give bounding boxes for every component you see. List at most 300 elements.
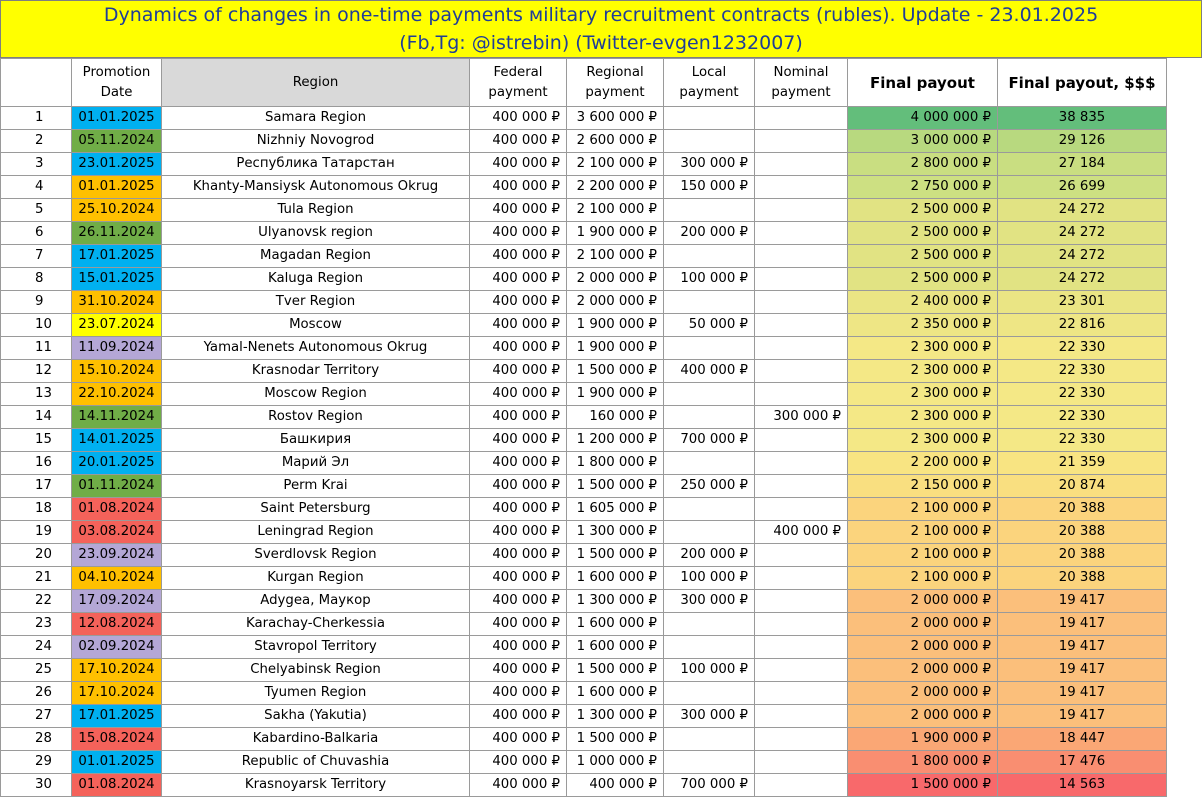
region-cell[interactable]: Республика Татарстан [162, 153, 470, 176]
nominal-payment-cell[interactable] [755, 429, 848, 452]
nominal-payment-cell[interactable]: 300 000 ₽ [755, 406, 848, 429]
final-payout-usd-cell[interactable]: 20 874 [998, 475, 1167, 498]
final-payout-cell[interactable]: 1 800 000 ₽ [848, 751, 998, 774]
nominal-payment-cell[interactable] [755, 107, 848, 130]
regional-payment-cell[interactable]: 1 300 000 ₽ [567, 521, 664, 544]
promotion-date-cell[interactable]: 03.08.2024 [72, 521, 162, 544]
final-payout-usd-cell[interactable]: 19 417 [998, 682, 1167, 705]
final-payout-cell[interactable]: 2 000 000 ₽ [848, 590, 998, 613]
final-payout-usd-cell[interactable]: 22 330 [998, 429, 1167, 452]
header-federal-payment[interactable]: Federal payment [470, 59, 567, 107]
local-payment-cell[interactable] [664, 130, 755, 153]
final-payout-usd-cell[interactable]: 24 272 [998, 199, 1167, 222]
local-payment-cell[interactable] [664, 337, 755, 360]
final-payout-usd-cell[interactable]: 21 359 [998, 452, 1167, 475]
regional-payment-cell[interactable]: 2 000 000 ₽ [567, 291, 664, 314]
promotion-date-cell[interactable]: 01.08.2024 [72, 498, 162, 521]
table-row [1, 429, 1167, 452]
local-payment-cell[interactable]: 300 000 ₽ [664, 590, 755, 613]
final-payout-cell[interactable]: 2 100 000 ₽ [848, 544, 998, 567]
promotion-date-cell[interactable]: 17.01.2025 [72, 245, 162, 268]
table-row [1, 153, 1167, 176]
header-row [1, 59, 1167, 107]
regional-payment-cell[interactable]: 1 900 000 ₽ [567, 314, 664, 337]
final-payout-usd-cell[interactable]: 22 330 [998, 406, 1167, 429]
local-payment-cell[interactable]: 100 000 ₽ [664, 659, 755, 682]
row-number-cell[interactable]: 1 [1, 107, 72, 130]
nominal-payment-cell[interactable] [755, 176, 848, 199]
final-payout-usd-cell[interactable]: 22 330 [998, 383, 1167, 406]
row-number-cell[interactable]: 5 [1, 199, 72, 222]
row-number-cell[interactable]: 6 [1, 222, 72, 245]
regional-payment-cell[interactable]: 2 200 000 ₽ [567, 176, 664, 199]
table-row [1, 383, 1167, 406]
row-number-cell[interactable]: 17 [1, 475, 72, 498]
local-payment-cell[interactable]: 250 000 ₽ [664, 475, 755, 498]
table-row [1, 337, 1167, 360]
header-final-payout[interactable]: Final payout [848, 59, 998, 107]
final-payout-cell[interactable]: 4 000 000 ₽ [848, 107, 998, 130]
promotion-date-cell[interactable]: 12.08.2024 [72, 613, 162, 636]
region-cell[interactable]: Yamal-Nenets Autonomous Okrug [162, 337, 470, 360]
table-body [1, 107, 1167, 797]
row-number-cell[interactable]: 11 [1, 337, 72, 360]
federal-payment-cell[interactable]: 400 000 ₽ [470, 429, 567, 452]
nominal-payment-cell[interactable] [755, 705, 848, 728]
regional-payment-cell[interactable]: 400 000 ₽ [567, 774, 664, 797]
nominal-payment-cell[interactable] [755, 636, 848, 659]
final-payout-cell[interactable]: 2 300 000 ₽ [848, 360, 998, 383]
federal-payment-cell[interactable]: 400 000 ₽ [470, 751, 567, 774]
row-number-cell[interactable]: 24 [1, 636, 72, 659]
final-payout-cell[interactable]: 2 300 000 ₽ [848, 429, 998, 452]
nominal-payment-cell[interactable] [755, 130, 848, 153]
row-number-cell[interactable]: 14 [1, 406, 72, 429]
nominal-payment-cell[interactable] [755, 544, 848, 567]
header-promotion-date[interactable]: Promotion Date [72, 59, 162, 107]
regional-payment-cell[interactable]: 2 100 000 ₽ [567, 199, 664, 222]
regional-payment-cell[interactable]: 1 605 000 ₽ [567, 498, 664, 521]
row-number-cell[interactable]: 27 [1, 705, 72, 728]
final-payout-cell[interactable]: 2 150 000 ₽ [848, 475, 998, 498]
region-cell[interactable]: Марий Эл [162, 452, 470, 475]
region-cell[interactable]: Karachay-Cherkessia [162, 613, 470, 636]
promotion-date-cell[interactable]: 17.10.2024 [72, 682, 162, 705]
regional-payment-cell[interactable]: 2 000 000 ₽ [567, 268, 664, 291]
federal-payment-cell[interactable]: 400 000 ₽ [470, 245, 567, 268]
promotion-date-cell[interactable]: 14.11.2024 [72, 406, 162, 429]
final-payout-cell[interactable]: 1 500 000 ₽ [848, 774, 998, 797]
federal-payment-cell[interactable]: 400 000 ₽ [470, 199, 567, 222]
region-cell[interactable]: Stavropol Territory [162, 636, 470, 659]
row-number-cell[interactable]: 26 [1, 682, 72, 705]
final-payout-cell[interactable]: 2 500 000 ₽ [848, 245, 998, 268]
row-number-cell[interactable]: 8 [1, 268, 72, 291]
row-number-cell[interactable]: 29 [1, 751, 72, 774]
row-number-cell[interactable]: 9 [1, 291, 72, 314]
federal-payment-cell[interactable]: 400 000 ₽ [470, 291, 567, 314]
local-payment-cell[interactable] [664, 751, 755, 774]
local-payment-cell[interactable]: 700 000 ₽ [664, 774, 755, 797]
header-nominal-payment[interactable]: Nominal payment [755, 59, 848, 107]
row-number-cell[interactable]: 30 [1, 774, 72, 797]
nominal-payment-cell[interactable] [755, 567, 848, 590]
promotion-date-cell[interactable]: 23.07.2024 [72, 314, 162, 337]
nominal-payment-cell[interactable] [755, 452, 848, 475]
local-payment-cell[interactable] [664, 245, 755, 268]
row-number-cell[interactable]: 18 [1, 498, 72, 521]
row-number-cell[interactable]: 7 [1, 245, 72, 268]
region-cell[interactable]: Chelyabinsk Region [162, 659, 470, 682]
regional-payment-cell[interactable]: 1 500 000 ₽ [567, 475, 664, 498]
table-row [1, 498, 1167, 521]
final-payout-cell[interactable]: 2 400 000 ₽ [848, 291, 998, 314]
regional-payment-cell[interactable]: 1 500 000 ₽ [567, 360, 664, 383]
header-final-payout-usd[interactable]: Final payout, $$$ [998, 59, 1167, 107]
region-cell[interactable]: Krasnoyarsk Territory [162, 774, 470, 797]
local-payment-cell[interactable] [664, 521, 755, 544]
promotion-date-cell[interactable]: 15.01.2025 [72, 268, 162, 291]
region-cell[interactable]: Tula Region [162, 199, 470, 222]
final-payout-cell[interactable]: 2 100 000 ₽ [848, 498, 998, 521]
region-cell[interactable]: Kurgan Region [162, 567, 470, 590]
final-payout-usd-cell[interactable]: 19 417 [998, 636, 1167, 659]
local-payment-cell[interactable] [664, 107, 755, 130]
header-region[interactable]: Region [162, 59, 470, 107]
promotion-date-cell[interactable]: 05.11.2024 [72, 130, 162, 153]
local-payment-cell[interactable]: 400 000 ₽ [664, 360, 755, 383]
local-payment-cell[interactable]: 700 000 ₽ [664, 429, 755, 452]
row-number-cell[interactable]: 15 [1, 429, 72, 452]
federal-payment-cell[interactable]: 400 000 ₽ [470, 613, 567, 636]
promotion-date-cell[interactable]: 26.11.2024 [72, 222, 162, 245]
federal-payment-cell[interactable]: 400 000 ₽ [470, 636, 567, 659]
local-payment-cell[interactable] [664, 406, 755, 429]
final-payout-usd-cell[interactable]: 22 816 [998, 314, 1167, 337]
region-cell[interactable]: Ulyanovsk region [162, 222, 470, 245]
payments-table [0, 58, 1167, 797]
regional-payment-cell[interactable]: 1 500 000 ₽ [567, 544, 664, 567]
nominal-payment-cell[interactable] [755, 475, 848, 498]
table-row [1, 222, 1167, 245]
regional-payment-cell[interactable]: 1 800 000 ₽ [567, 452, 664, 475]
region-cell[interactable]: Adygea, Маукор [162, 590, 470, 613]
regional-payment-cell[interactable]: 2 600 000 ₽ [567, 130, 664, 153]
final-payout-usd-cell[interactable]: 24 272 [998, 245, 1167, 268]
table-row [1, 475, 1167, 498]
promotion-date-cell[interactable]: 17.10.2024 [72, 659, 162, 682]
row-number-cell[interactable]: 4 [1, 176, 72, 199]
local-payment-cell[interactable] [664, 728, 755, 751]
local-payment-cell[interactable] [664, 199, 755, 222]
promotion-date-cell[interactable]: 17.09.2024 [72, 590, 162, 613]
regional-payment-cell[interactable]: 2 100 000 ₽ [567, 153, 664, 176]
row-number-cell[interactable]: 25 [1, 659, 72, 682]
final-payout-cell[interactable]: 2 000 000 ₽ [848, 682, 998, 705]
local-payment-cell[interactable]: 100 000 ₽ [664, 567, 755, 590]
federal-payment-cell[interactable]: 400 000 ₽ [470, 383, 567, 406]
row-number-cell[interactable]: 2 [1, 130, 72, 153]
promotion-date-cell[interactable]: 14.01.2025 [72, 429, 162, 452]
regional-payment-cell[interactable]: 1 500 000 ₽ [567, 728, 664, 751]
nominal-payment-cell[interactable] [755, 590, 848, 613]
final-payout-cell[interactable]: 2 000 000 ₽ [848, 613, 998, 636]
final-payout-cell[interactable]: 2 500 000 ₽ [848, 268, 998, 291]
local-payment-cell[interactable] [664, 636, 755, 659]
nominal-payment-cell[interactable] [755, 613, 848, 636]
local-payment-cell[interactable] [664, 498, 755, 521]
nominal-payment-cell[interactable] [755, 682, 848, 705]
final-payout-cell[interactable]: 2 000 000 ₽ [848, 659, 998, 682]
regional-payment-cell[interactable]: 1 300 000 ₽ [567, 590, 664, 613]
row-number-cell[interactable]: 16 [1, 452, 72, 475]
final-payout-cell[interactable]: 2 000 000 ₽ [848, 636, 998, 659]
federal-payment-cell[interactable]: 400 000 ₽ [470, 452, 567, 475]
region-cell[interactable]: Sakha (Yakutia) [162, 705, 470, 728]
regional-payment-cell[interactable]: 1 200 000 ₽ [567, 429, 664, 452]
sheet-title [0, 0, 1202, 58]
local-payment-cell[interactable]: 200 000 ₽ [664, 544, 755, 567]
regional-payment-cell[interactable]: 1 600 000 ₽ [567, 613, 664, 636]
federal-payment-cell[interactable]: 400 000 ₽ [470, 314, 567, 337]
row-number-cell[interactable]: 10 [1, 314, 72, 337]
federal-payment-cell[interactable]: 400 000 ₽ [470, 659, 567, 682]
regional-payment-cell[interactable]: 1 600 000 ₽ [567, 682, 664, 705]
row-number-cell[interactable]: 13 [1, 383, 72, 406]
local-payment-cell[interactable] [664, 291, 755, 314]
promotion-date-cell[interactable]: 01.08.2024 [72, 774, 162, 797]
nominal-payment-cell[interactable] [755, 774, 848, 797]
nominal-payment-cell[interactable] [755, 245, 848, 268]
promotion-date-cell[interactable]: 01.01.2025 [72, 176, 162, 199]
promotion-date-cell[interactable]: 17.01.2025 [72, 705, 162, 728]
nominal-payment-cell[interactable] [755, 360, 848, 383]
promotion-date-cell[interactable]: 23.01.2025 [72, 153, 162, 176]
region-cell[interactable]: Tver Region [162, 291, 470, 314]
row-number-cell[interactable]: 19 [1, 521, 72, 544]
federal-payment-cell[interactable]: 400 000 ₽ [470, 107, 567, 130]
nominal-payment-cell[interactable] [755, 314, 848, 337]
table-row [1, 452, 1167, 475]
federal-payment-cell[interactable]: 400 000 ₽ [470, 567, 567, 590]
region-cell[interactable]: Perm Krai [162, 475, 470, 498]
local-payment-cell[interactable]: 100 000 ₽ [664, 268, 755, 291]
final-payout-usd-cell[interactable]: 19 417 [998, 705, 1167, 728]
local-payment-cell[interactable]: 300 000 ₽ [664, 153, 755, 176]
table-row [1, 360, 1167, 383]
header-regional-payment[interactable]: Regional payment [567, 59, 664, 107]
region-cell[interactable]: Rostov Region [162, 406, 470, 429]
final-payout-usd-cell[interactable]: 20 388 [998, 498, 1167, 521]
final-payout-usd-cell[interactable]: 20 388 [998, 521, 1167, 544]
regional-payment-cell[interactable]: 1 900 000 ₽ [567, 383, 664, 406]
final-payout-usd-cell[interactable]: 24 272 [998, 268, 1167, 291]
promotion-date-cell[interactable]: 20.01.2025 [72, 452, 162, 475]
final-payout-usd-cell[interactable]: 14 563 [998, 774, 1167, 797]
nominal-payment-cell[interactable] [755, 728, 848, 751]
nominal-payment-cell[interactable] [755, 153, 848, 176]
final-payout-usd-cell[interactable]: 26 699 [998, 176, 1167, 199]
federal-payment-cell[interactable]: 400 000 ₽ [470, 337, 567, 360]
promotion-date-cell[interactable]: 02.09.2024 [72, 636, 162, 659]
promotion-date-cell[interactable]: 11.09.2024 [72, 337, 162, 360]
final-payout-cell[interactable]: 2 750 000 ₽ [848, 176, 998, 199]
row-number-cell[interactable]: 12 [1, 360, 72, 383]
local-payment-cell[interactable]: 300 000 ₽ [664, 705, 755, 728]
promotion-date-cell[interactable]: 22.10.2024 [72, 383, 162, 406]
federal-payment-cell[interactable]: 400 000 ₽ [470, 222, 567, 245]
region-cell[interactable]: Tyumen Region [162, 682, 470, 705]
final-payout-cell[interactable]: 2 500 000 ₽ [848, 222, 998, 245]
region-cell[interactable]: Башкирия [162, 429, 470, 452]
header-local-payment[interactable]: Local payment [664, 59, 755, 107]
federal-payment-cell[interactable]: 400 000 ₽ [470, 544, 567, 567]
region-cell[interactable]: Sverdlovsk Region [162, 544, 470, 567]
local-payment-cell[interactable]: 50 000 ₽ [664, 314, 755, 337]
nominal-payment-cell[interactable] [755, 291, 848, 314]
local-payment-cell[interactable] [664, 682, 755, 705]
region-cell[interactable]: Moscow Region [162, 383, 470, 406]
nominal-payment-cell[interactable] [755, 498, 848, 521]
promotion-date-cell[interactable]: 01.01.2025 [72, 107, 162, 130]
regional-payment-cell[interactable]: 1 600 000 ₽ [567, 567, 664, 590]
region-cell[interactable]: Khanty-Mansiysk Autonomous Okrug [162, 176, 470, 199]
federal-payment-cell[interactable]: 400 000 ₽ [470, 774, 567, 797]
federal-payment-cell[interactable]: 400 000 ₽ [470, 728, 567, 751]
nominal-payment-cell[interactable] [755, 751, 848, 774]
final-payout-usd-cell[interactable]: 19 417 [998, 659, 1167, 682]
final-payout-usd-cell[interactable]: 29 126 [998, 130, 1167, 153]
regional-payment-cell[interactable]: 2 100 000 ₽ [567, 245, 664, 268]
local-payment-cell[interactable] [664, 383, 755, 406]
final-payout-usd-cell[interactable]: 17 476 [998, 751, 1167, 774]
promotion-date-cell[interactable]: 23.09.2024 [72, 544, 162, 567]
final-payout-usd-cell[interactable]: 20 388 [998, 567, 1167, 590]
final-payout-cell[interactable]: 2 800 000 ₽ [848, 153, 998, 176]
federal-payment-cell[interactable]: 400 000 ₽ [470, 406, 567, 429]
row-number-cell[interactable]: 3 [1, 153, 72, 176]
promotion-date-cell[interactable]: 15.08.2024 [72, 728, 162, 751]
final-payout-usd-cell[interactable]: 22 330 [998, 360, 1167, 383]
region-cell[interactable]: Magadan Region [162, 245, 470, 268]
final-payout-cell[interactable]: 1 900 000 ₽ [848, 728, 998, 751]
table-row [1, 705, 1167, 728]
federal-payment-cell[interactable]: 400 000 ₽ [470, 130, 567, 153]
nominal-payment-cell[interactable]: 400 000 ₽ [755, 521, 848, 544]
table-row [1, 521, 1167, 544]
final-payout-usd-cell[interactable]: 27 184 [998, 153, 1167, 176]
region-cell[interactable]: Kabardino-Balkaria [162, 728, 470, 751]
final-payout-usd-cell[interactable]: 19 417 [998, 590, 1167, 613]
federal-payment-cell[interactable]: 400 000 ₽ [470, 682, 567, 705]
final-payout-cell[interactable]: 2 300 000 ₽ [848, 337, 998, 360]
regional-payment-cell[interactable]: 1 900 000 ₽ [567, 337, 664, 360]
region-cell[interactable]: Saint Petersburg [162, 498, 470, 521]
federal-payment-cell[interactable]: 400 000 ₽ [470, 475, 567, 498]
region-cell[interactable]: Leningrad Region [162, 521, 470, 544]
final-payout-usd-cell[interactable]: 24 272 [998, 222, 1167, 245]
nominal-payment-cell[interactable] [755, 222, 848, 245]
final-payout-usd-cell[interactable]: 23 301 [998, 291, 1167, 314]
federal-payment-cell[interactable]: 400 000 ₽ [470, 360, 567, 383]
federal-payment-cell[interactable]: 400 000 ₽ [470, 153, 567, 176]
header-num[interactable] [1, 59, 72, 107]
final-payout-cell[interactable]: 2 350 000 ₽ [848, 314, 998, 337]
regional-payment-cell[interactable]: 1 000 000 ₽ [567, 751, 664, 774]
final-payout-cell[interactable]: 2 200 000 ₽ [848, 452, 998, 475]
table-row [1, 314, 1167, 337]
nominal-payment-cell[interactable] [755, 268, 848, 291]
local-payment-cell[interactable] [664, 452, 755, 475]
region-cell[interactable]: Moscow [162, 314, 470, 337]
final-payout-usd-cell[interactable]: 22 330 [998, 337, 1167, 360]
regional-payment-cell[interactable]: 160 000 ₽ [567, 406, 664, 429]
row-number-cell[interactable]: 21 [1, 567, 72, 590]
promotion-date-cell[interactable]: 01.01.2025 [72, 751, 162, 774]
final-payout-usd-cell[interactable]: 20 388 [998, 544, 1167, 567]
promotion-date-cell[interactable]: 04.10.2024 [72, 567, 162, 590]
promotion-date-cell[interactable]: 31.10.2024 [72, 291, 162, 314]
final-payout-cell[interactable]: 2 100 000 ₽ [848, 567, 998, 590]
nominal-payment-cell[interactable] [755, 337, 848, 360]
final-payout-usd-cell[interactable]: 19 417 [998, 613, 1167, 636]
federal-payment-cell[interactable]: 400 000 ₽ [470, 705, 567, 728]
nominal-payment-cell[interactable] [755, 659, 848, 682]
row-number-cell[interactable]: 20 [1, 544, 72, 567]
final-payout-usd-cell[interactable]: 38 835 [998, 107, 1167, 130]
regional-payment-cell[interactable]: 1 300 000 ₽ [567, 705, 664, 728]
region-cell[interactable]: Samara Region [162, 107, 470, 130]
nominal-payment-cell[interactable] [755, 199, 848, 222]
table-row [1, 636, 1167, 659]
final-payout-cell[interactable]: 2 300 000 ₽ [848, 406, 998, 429]
final-payout-cell[interactable]: 3 000 000 ₽ [848, 130, 998, 153]
region-cell[interactable]: Kaluga Region [162, 268, 470, 291]
federal-payment-cell[interactable]: 400 000 ₽ [470, 268, 567, 291]
federal-payment-cell[interactable]: 400 000 ₽ [470, 521, 567, 544]
row-number-cell[interactable]: 22 [1, 590, 72, 613]
regional-payment-cell[interactable]: 1 900 000 ₽ [567, 222, 664, 245]
regional-payment-cell[interactable]: 3 600 000 ₽ [567, 107, 664, 130]
row-number-cell[interactable]: 23 [1, 613, 72, 636]
federal-payment-cell[interactable]: 400 000 ₽ [470, 590, 567, 613]
nominal-payment-cell[interactable] [755, 383, 848, 406]
promotion-date-cell[interactable]: 25.10.2024 [72, 199, 162, 222]
local-payment-cell[interactable]: 150 000 ₽ [664, 176, 755, 199]
final-payout-cell[interactable]: 2 500 000 ₽ [848, 199, 998, 222]
title-line-1: Dynamics of changes in one-time payments мilitary recruitment contracts (rubles). Update - 23.01.2025 [103, 4, 1099, 26]
row-number-cell[interactable]: 28 [1, 728, 72, 751]
table-row [1, 130, 1167, 153]
final-payout-cell[interactable]: 2 100 000 ₽ [848, 521, 998, 544]
table-row [1, 107, 1167, 130]
region-cell[interactable]: Nizhniy Novogrod [162, 130, 470, 153]
local-payment-cell[interactable]: 200 000 ₽ [664, 222, 755, 245]
promotion-date-cell[interactable]: 01.11.2024 [72, 475, 162, 498]
region-cell[interactable]: Republic of Chuvashia [162, 751, 470, 774]
final-payout-cell[interactable]: 2 000 000 ₽ [848, 705, 998, 728]
final-payout-cell[interactable]: 2 300 000 ₽ [848, 383, 998, 406]
promotion-date-cell[interactable]: 15.10.2024 [72, 360, 162, 383]
federal-payment-cell[interactable]: 400 000 ₽ [470, 176, 567, 199]
local-payment-cell[interactable] [664, 613, 755, 636]
final-payout-usd-cell[interactable]: 18 447 [998, 728, 1167, 751]
region-cell[interactable]: Krasnodar Territory [162, 360, 470, 383]
table-row [1, 544, 1167, 567]
federal-payment-cell[interactable]: 400 000 ₽ [470, 498, 567, 521]
regional-payment-cell[interactable]: 1 500 000 ₽ [567, 659, 664, 682]
regional-payment-cell[interactable]: 1 600 000 ₽ [567, 636, 664, 659]
